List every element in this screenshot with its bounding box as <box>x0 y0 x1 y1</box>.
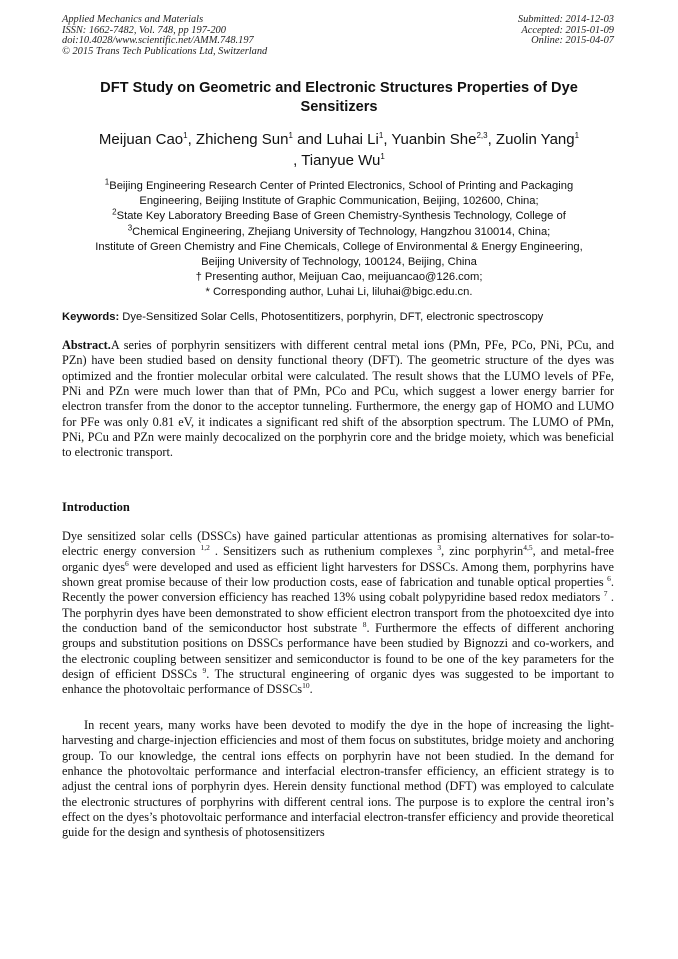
author-affil-mark: 1 <box>288 131 293 140</box>
citation: 3 <box>437 543 442 553</box>
presenting-author: † Presenting author, Meijuan Cao, meijuancao@126.com; <box>195 271 483 284</box>
author-list <box>60 129 618 171</box>
citation: 10 <box>302 681 310 691</box>
keywords <box>62 311 543 323</box>
affiliation-line: Institute of Green Chemistry and Fine Chemicals, College of Environmental & Energy Engineering, <box>95 240 583 253</box>
author-affil-mark: 1 <box>183 131 188 140</box>
keywords-text: Dye-Sensitized Solar Cells, Photosentitizers, porphyrin, DFT, electronic spectroscopy <box>119 311 544 323</box>
abstract <box>62 338 614 461</box>
citation: 4,5 <box>523 543 533 553</box>
affiliation-line: Beijing University of Technology, 100124, Beijing, China <box>201 256 477 269</box>
citation: 1,2 <box>200 543 210 553</box>
author-affil-mark: 1 <box>380 152 385 161</box>
author-affil-mark: 2,3 <box>476 131 488 140</box>
paper-title: DFT Study on Geometric and Electronic Structures Properties of Dye Sensitizers <box>100 80 578 115</box>
affil-mark: 3 <box>127 222 133 232</box>
submission-dates <box>518 15 614 47</box>
affiliations <box>58 179 620 301</box>
citation: 7 <box>603 589 608 599</box>
citation: 6 <box>607 573 611 583</box>
author-name: , Zhicheng Sun <box>187 131 289 148</box>
journal-info <box>62 15 267 57</box>
affiliation-line: Engineering, Beijing Institute of Graphic Communication, Beijing, 102600, China; <box>139 195 539 208</box>
author-affil-mark: 1 <box>574 131 580 140</box>
keywords-label: Keywords: <box>62 311 120 323</box>
submitted-date: Submitted: 2014-12-03 <box>517 14 614 25</box>
journal-doi: doi:10.4028/www.scientific.net/AMM.748.197 <box>62 35 254 47</box>
citation: 8 <box>362 619 367 629</box>
author-affil-mark: 1 <box>378 131 384 140</box>
corresponding-author: * Corresponding author, Luhai Li, liluhai@bigc.edu.cn. <box>205 286 473 299</box>
author-name: , Yuanbin She <box>383 131 477 148</box>
affiliation-line: $^2$State Key Laboratory Breeding Base of Green Chemistry-Synthesis Technology, College of <box>112 207 566 223</box>
abstract-label: Abstract. <box>62 338 111 352</box>
journal-copyright: © 2015 Trans Tech Publications Ltd, Switzerland <box>62 45 268 57</box>
affiliation-line: $^3$Chemical Engineering, Zhejiang University of Technology, Hangzhou 310014, China; <box>127 222 551 238</box>
author-name: , Tianyue Wu <box>293 152 381 169</box>
citation: 9 <box>202 666 207 675</box>
journal-name: Applied Mechanics and Materials <box>62 14 204 25</box>
author-name: and Luhai Li <box>292 131 379 148</box>
affil-mark: 2 <box>112 207 117 217</box>
intro-paragraph-2: In recent years, many works have been devoted to modify the dye in the hope of increasing the light-harvesting and charge-injection efficiencies and most of them focus on substitutes, bridge moiety and anchoring group. To our knowledge, the central ions effects on porphyrin have not been studied. In the demand for enhance the photovoltaic performance and interfacial electron-transfer efficiency, an efficient strategy is to adjust the central ions of porphyrin dyes. Herein density functional method (DFT) was employed to calculate the electronic structures of porphyrins with different central ions. The purpose is to explore the central iron’s effect on the dyes’s photovoltaic performance and interfacial electron-transfer efficiency and provide theoretical guide for the design and synthesis of photosensitizers <box>62 718 614 840</box>
online-date: Online: 2015-04-07 <box>531 35 614 47</box>
journal-issn: ISSN: 1662-7482, Vol. 748, pp 197-200 <box>62 24 226 36</box>
accepted-date: Accepted: 2015-01-09 <box>521 24 614 36</box>
affil-mark: 1 <box>104 177 110 187</box>
section-heading: Introduction <box>62 500 130 514</box>
intro-paragraph-1: Dye sensitized solar cells (DSSCs) have gained particular attentionas as promising alternatives for solar-to-electric energy conversion $^{1,2}$ . Sensitizers such as ruthenium complexes $^3$, zinc porphyrin$^{4,5}$, and metal-free organic dyes$^6$ were developed and used as efficient light harvesters for DSSCs. Among them, porphyrins have shown great promise because of their low production costs, ease of fabrication and tunable optical properties $^6$. Recently the power conversion efficiency has reached 13% using cobalt polypyridine based redox mediators $^7$ . The porphyrin dyes have been demonstrated to show efficient electron transport from the photoexcited dye into the conduction band of the semiconductor host substrate $^8$. Furthermore the effects of different anchoring groups and substitution positions on DSSCs performance have been studied by Bignozzi and co-workers, and the electronic coupling between sensitizer and semiconductor is found to be one of the key parameters for the design of efficient DSSCs $^9$. The structural engineering of organic dyes was suggested to be important to enhance the photovoltaic performance of DSSCs$^{10}$. <box>62 529 615 697</box>
affiliation-line: $^1$Beijing Engineering Research Center of Printed Electronics, School of Printing and Packaging <box>104 177 574 192</box>
author-name: , Zuolin Yang <box>487 131 575 148</box>
citation: 6 <box>125 558 129 568</box>
abstract-text: A series of porphyrin sensitizers with different central metal ions (PMn, PFe, PCo, PNi, PCu, and PZn) have been studied based on density functional theory (DFT). The geometric structure of the dyes was optimized and the frontier molecular orbital were calculated. The result shows that the LUMO levels of PFe, PNi and PZn were much lower than that of PMn, PCo and PCu, which suggest a lower energy barrier for electron transfer from the donor to the acceptor tunneling. Furthermore, the energy gap of HOMO and LUMO for PFe was only 0.81 eV, it indicates a significant red shift of the absorption spectrum. The LUMO of PMn, PNi, PCu and PZn were mainly decocalized on the porphyrin core and the bridge moiety, which was beneficial to electronic transport. <box>62 338 614 460</box>
author-name: Meijuan Cao <box>98 131 184 148</box>
